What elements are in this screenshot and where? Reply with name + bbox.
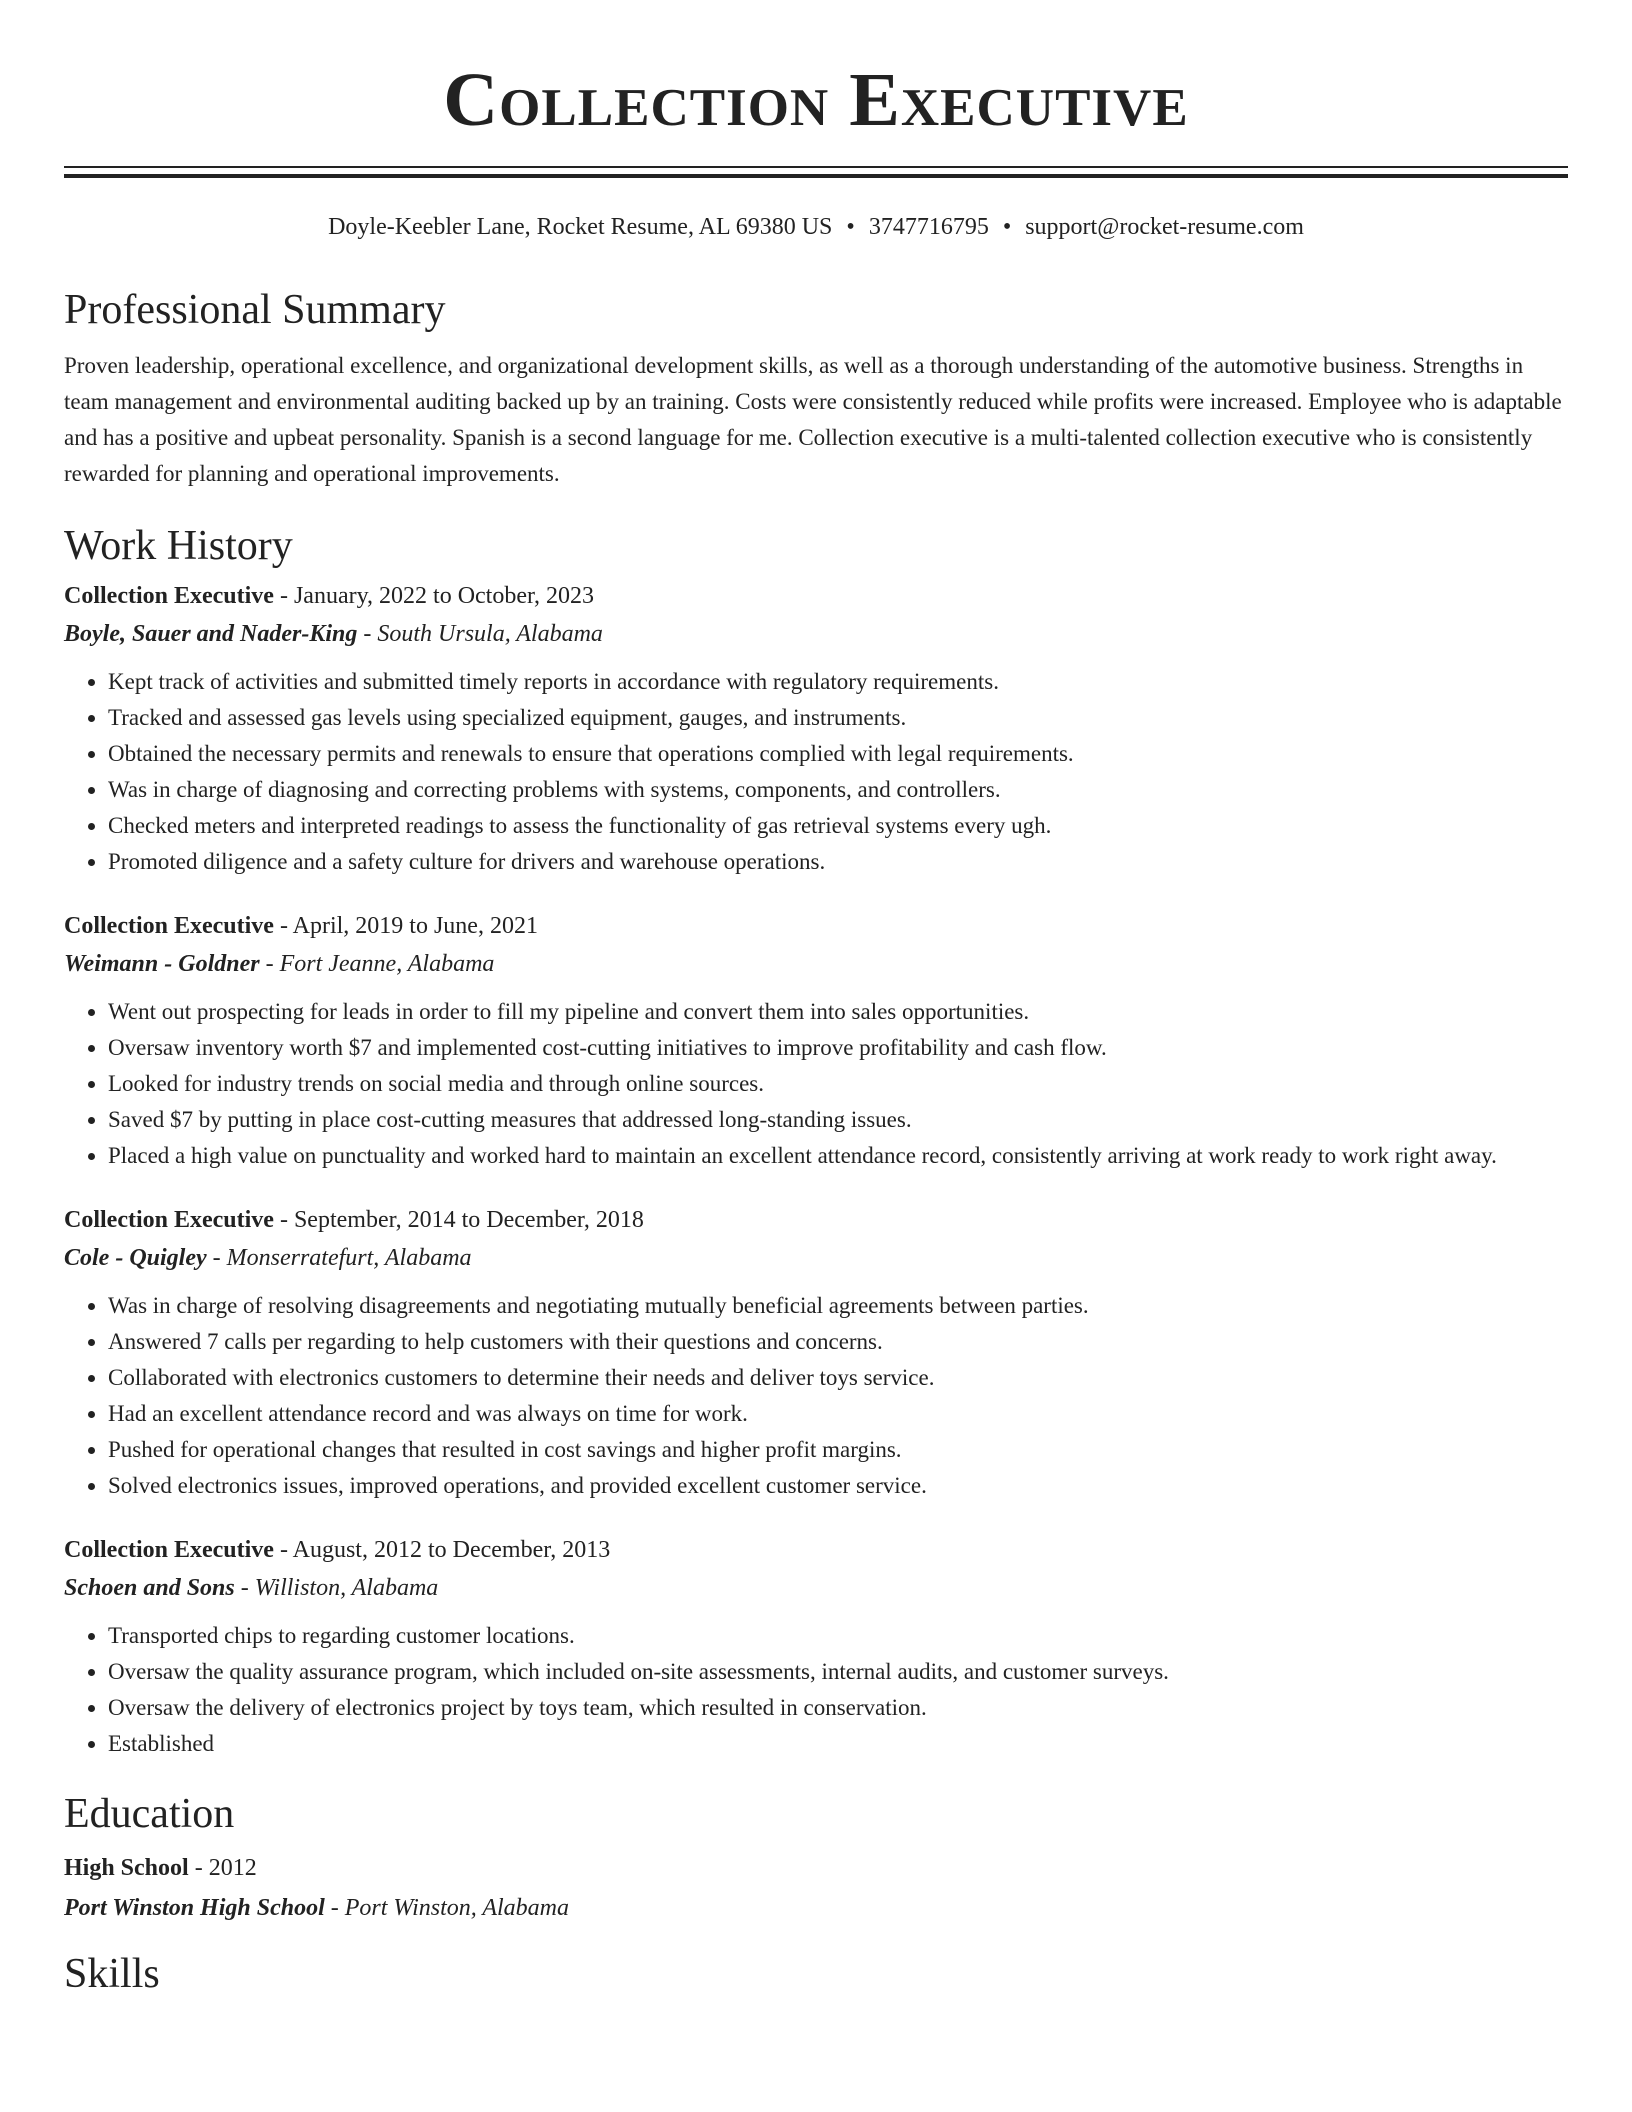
job-dash: -: [273, 1207, 294, 1233]
job-title-line: [64, 580, 1568, 612]
job-dash: -: [273, 1537, 293, 1563]
work-history-heading: Work History: [64, 523, 293, 569]
job-location: Williston, Alabama: [254, 1575, 439, 1601]
job-duty-item: • Looked for industry trends on social media and through online sources.: [108, 1066, 1568, 1102]
job-duty-item: • Oversaw the delivery of electronics project by toys team, which resulted in conservation.: [108, 1690, 1568, 1726]
job-duties-list: [64, 664, 1568, 880]
job-dates: January, 2022 to October, 2023: [293, 583, 595, 609]
job-dates: August, 2012 to December, 2013: [292, 1537, 611, 1563]
job-duty-item: • Oversaw the quality assurance program, which included on-site assessments, internal audits, and customer surveys.: [108, 1654, 1568, 1690]
education-dash: -: [324, 1895, 345, 1921]
job-duty-item: • Saved $7 by putting in place cost-cutting measures that addressed long-standing issues.: [108, 1102, 1568, 1138]
summary-heading: Professional Summary: [64, 287, 446, 333]
job-duty-item: • Went out prospecting for leads in order to fill my pipeline and convert them into sales opportunities.: [108, 994, 1568, 1030]
job-dates: September, 2014 to December, 2018: [293, 1207, 644, 1233]
job-dash: -: [357, 621, 378, 647]
job-company-line: [64, 1572, 1568, 1604]
job-location: Monserratefurt, Alabama: [226, 1245, 472, 1271]
education-location: Port Winston, Alabama: [344, 1895, 570, 1921]
job-dash: -: [273, 913, 293, 939]
job-duty-item: • Had an excellent attendance record and was always on time for work.: [108, 1396, 1568, 1432]
resume-name: Collection Executive: [443, 58, 1189, 142]
header-rule-thin: [64, 166, 1568, 168]
contact-separator: •: [846, 214, 855, 240]
job-duty-item: • Tracked and assessed gas levels using specialized equipment, gauges, and instruments.: [108, 700, 1568, 736]
contact-address: Doyle-Keebler Lane, Rocket Resume, AL 69380 US: [328, 214, 833, 240]
job-duty-item: • Oversaw inventory worth $7 and implemented cost-cutting initiatives to improve profitability and cash flow.: [108, 1030, 1568, 1066]
job-location: Fort Jeanne, Alabama: [279, 951, 495, 977]
job-company-line: [64, 618, 1568, 650]
job-dash: -: [273, 583, 294, 609]
job-title: Collection Executive: [64, 1207, 274, 1233]
job-dash: -: [206, 1245, 227, 1271]
contact-separator: •: [1002, 214, 1012, 240]
job-dates: April, 2019 to June, 2021: [292, 913, 538, 939]
job-company: Cole - Quigley: [64, 1245, 207, 1271]
job-title-line: [64, 910, 1568, 942]
job-company-line: [64, 1242, 1568, 1274]
job-title: Collection Executive: [64, 913, 274, 939]
education-heading: Education: [64, 1791, 235, 1837]
job-duty-item: • Collaborated with electronics customers to determine their needs and deliver toys service.: [108, 1360, 1568, 1396]
education-year: 2012: [208, 1855, 257, 1881]
education-degree-line: [64, 1852, 1568, 1884]
job-company: Weimann - Goldner: [64, 951, 260, 977]
job-duty-item: • Solved electronics issues, improved operations, and provided excellent customer service.: [108, 1468, 1568, 1504]
job-duty-item: • Pushed for operational changes that resulted in cost savings and higher profit margins.: [108, 1432, 1568, 1468]
job-entry: [64, 910, 1568, 1174]
education-dash: -: [188, 1855, 209, 1881]
job-duty-item: • Kept track of activities and submitted timely reports in accordance with regulatory requirements.: [108, 664, 1568, 700]
job-duty-item: • Established: [108, 1726, 1568, 1762]
education-degree: High School: [64, 1855, 189, 1881]
job-duty-item: • Checked meters and interpreted readings to assess the functionality of gas retrieval systems every ugh.: [108, 808, 1568, 844]
job-company: Boyle, Sauer and Nader-King: [64, 621, 358, 647]
job-duty-item: • Obtained the necessary permits and renewals to ensure that operations complied with legal requirements.: [108, 736, 1568, 772]
job-duty-item: • Promoted diligence and a safety culture for drivers and warehouse operations.: [108, 844, 1568, 880]
work-history-list: [64, 580, 1568, 1762]
job-dash: -: [259, 951, 280, 977]
resume-page: [64, 0, 1568, 1998]
job-entry: [64, 1534, 1568, 1762]
education-school-line: [64, 1892, 1568, 1924]
job-title: Collection Executive: [64, 1537, 274, 1563]
job-company: Schoen and Sons: [64, 1575, 235, 1601]
job-entry: [64, 580, 1568, 880]
job-duties-list: [64, 994, 1568, 1174]
contact-phone: 3747716795: [868, 214, 989, 240]
contact-line: [64, 212, 1568, 242]
job-dash: -: [234, 1575, 255, 1601]
job-duty-item: • Answered 7 calls per regarding to help customers with their questions and concerns.: [108, 1324, 1568, 1360]
job-entry: [64, 1204, 1568, 1504]
job-duty-item: • Transported chips to regarding customer locations.: [108, 1618, 1568, 1654]
job-title-line: [64, 1204, 1568, 1236]
job-title-line: [64, 1534, 1568, 1566]
job-company-line: [64, 948, 1568, 980]
header-rule-thick: [64, 174, 1568, 178]
job-location: South Ursula, Alabama: [377, 621, 603, 647]
contact-email: support@rocket-resume.com: [1025, 214, 1304, 240]
skills-heading: Skills: [64, 1951, 160, 1997]
job-duty-item: • Placed a high value on punctuality and worked hard to maintain an excellent attendance record, consistently arriving at work ready to work right away.: [108, 1138, 1568, 1174]
education-school: Port Winston High School: [64, 1895, 325, 1921]
summary-text: Proven leadership, operational excellence, and organizational development skills, as well as a thorough understanding of the automotive business. Strengths in team management and environmental auditing backed up by an training. Costs were consistently reduced while profits were increased. Employee who is adaptable and has a positive and upbeat personality. Spanish is a second language for me. Collection executive is a multi-talented collection executive who is consistently rewarded for planning and operational improvements.: [64, 353, 1562, 486]
job-duty-item: • Was in charge of diagnosing and correcting problems with systems, components, and controllers.: [108, 772, 1568, 808]
job-title: Collection Executive: [64, 583, 274, 609]
job-duty-item: • Was in charge of resolving disagreements and negotiating mutually beneficial agreements between parties.: [108, 1288, 1568, 1324]
job-duties-list: [64, 1618, 1568, 1762]
job-duties-list: [64, 1288, 1568, 1504]
